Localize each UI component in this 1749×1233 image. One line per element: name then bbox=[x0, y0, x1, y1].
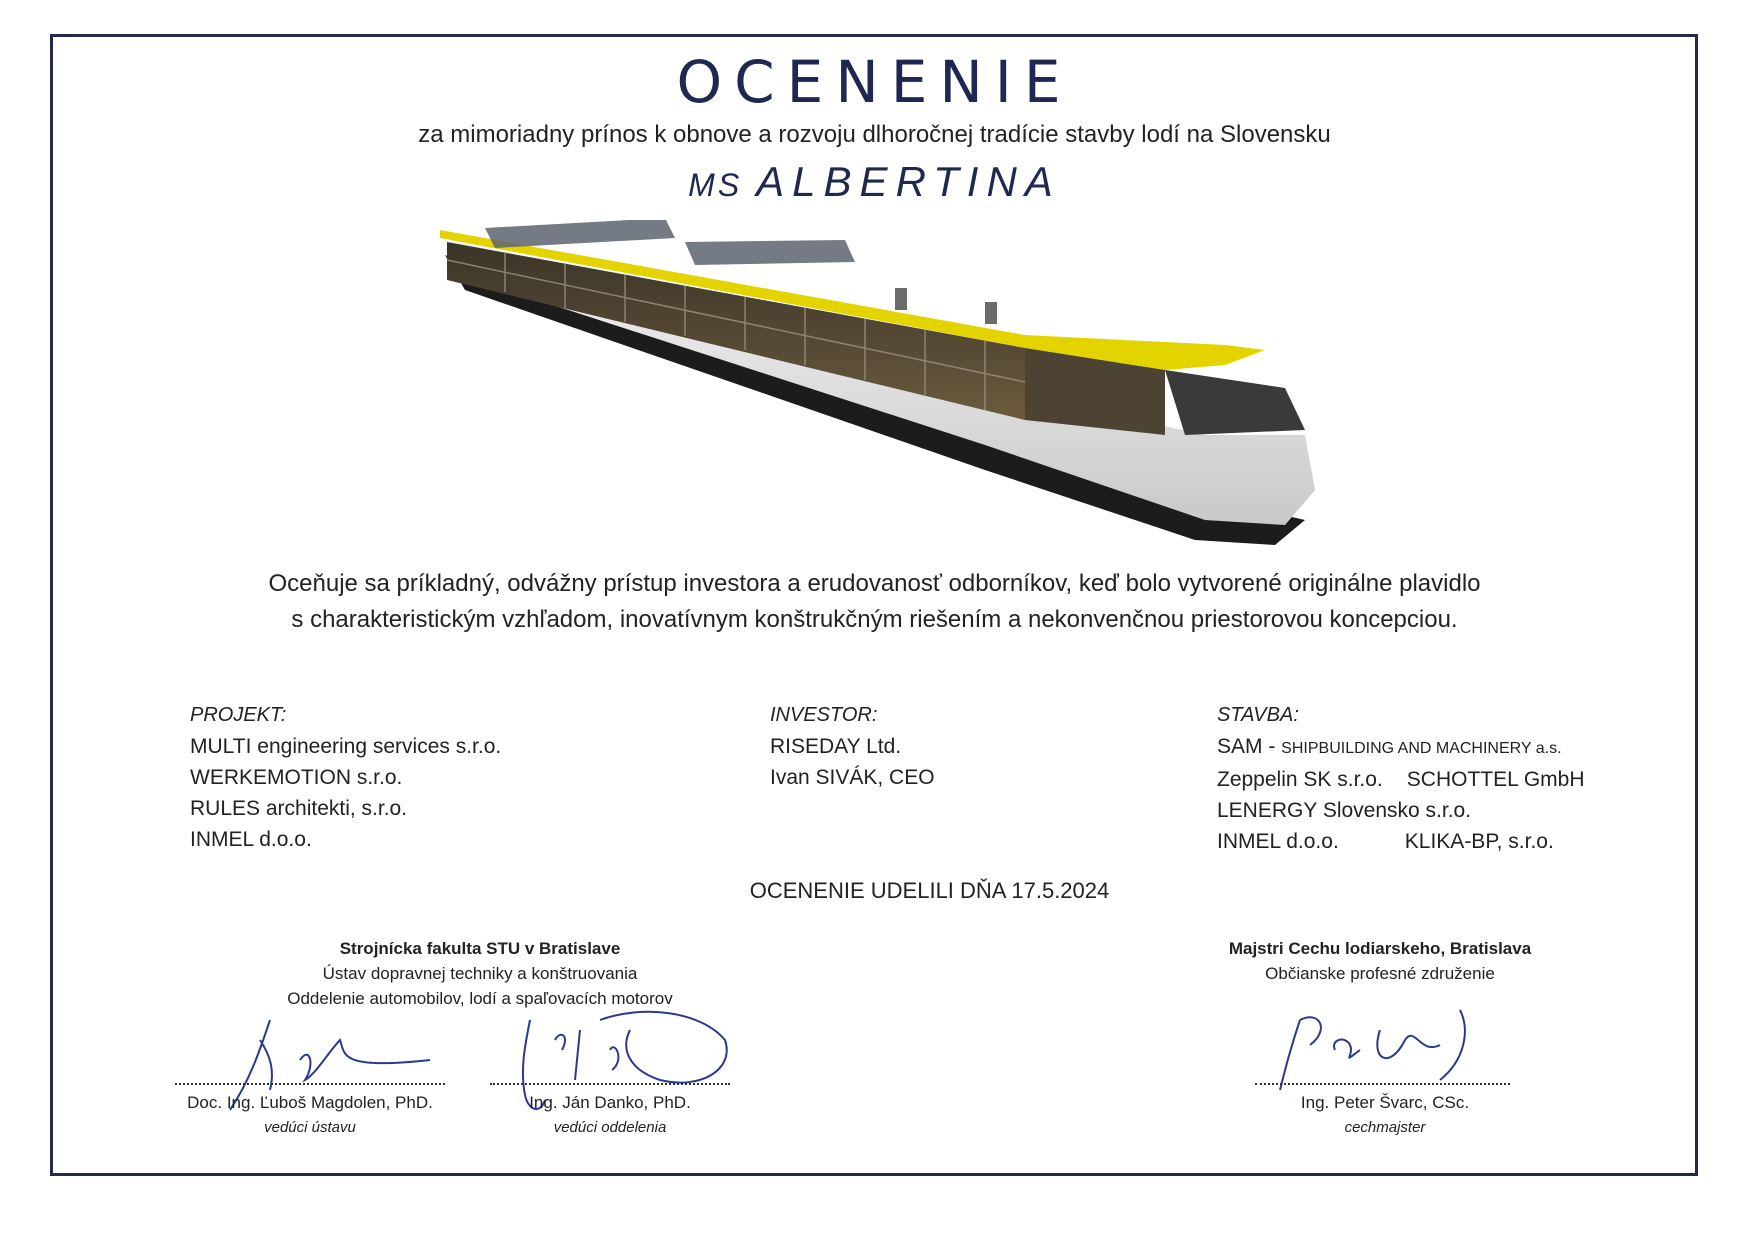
stavba-company: INMEL d.o.o. bbox=[1217, 830, 1339, 853]
description-line-1: Oceňuje sa príkladný, odvážny prístup investora a erudovanosť odborníkov, keď bolo vytvorené originálne plavidlo bbox=[268, 570, 1481, 597]
right-institution-name: Majstri Cechu lodiarskeho, Bratislava bbox=[1228, 939, 1532, 958]
ship-name bbox=[0, 158, 1749, 206]
stavba-line-2 bbox=[1217, 764, 1585, 795]
description-line-2: s charakteristickým vzhľadom, inovatívnym konštrukčným riešením a nekonvenčnou priestorovou koncepciou. bbox=[291, 606, 1458, 633]
signature-line-danko bbox=[490, 1083, 730, 1085]
stavba-line-1 bbox=[1217, 731, 1585, 764]
investor-column bbox=[770, 700, 935, 793]
stavba-line-3: LENERGY Slovensko s.r.o. bbox=[1217, 799, 1472, 822]
ship-illustration bbox=[425, 220, 1335, 565]
left-institution-name: Strojnícka fakulta STU v Bratislave bbox=[339, 939, 621, 958]
projekt-column bbox=[190, 700, 501, 855]
signature-line-svarc bbox=[1255, 1083, 1510, 1085]
left-institution-section: Oddelenie automobilov, lodí a spaľovacích motorov bbox=[287, 989, 673, 1008]
stavba-company: KLIKA-BP, s.r.o. bbox=[1404, 830, 1554, 853]
award-date: OCENENIE UDELILI DŇA 17.5.2024 bbox=[749, 878, 1110, 903]
stavba-line-4 bbox=[1217, 826, 1585, 857]
right-institution bbox=[1150, 936, 1610, 986]
projekt-item: MULTI engineering services s.r.o. bbox=[190, 735, 502, 758]
left-institution-dept: Ústav dopravnej techniky a konštruovania bbox=[322, 964, 638, 983]
signatory-role: vedúci oddelenia bbox=[553, 1119, 667, 1136]
stavba-heading: STAVBA: bbox=[1217, 704, 1299, 726]
certificate-subtitle: za mimoriadny prínos k obnove a rozvoju dlhoročnej tradície stavby lodí na Slovensku bbox=[418, 121, 1331, 148]
investor-heading: INVESTOR: bbox=[770, 704, 878, 726]
award-description bbox=[0, 566, 1749, 638]
signatory-name: Ing. Peter Švarc, CSc. bbox=[1300, 1093, 1470, 1112]
projekt-heading: PROJEKT: bbox=[190, 704, 287, 726]
stavba-company-suffix: SHIPBUILDING AND MACHINERY a.s. bbox=[1281, 740, 1562, 757]
signatory-role: cechmajster bbox=[1344, 1119, 1426, 1136]
stavba-company: SCHOTTEL GmbH bbox=[1406, 768, 1585, 791]
signatory-name: Ing. Ján Danko, PhD. bbox=[529, 1093, 691, 1112]
stavba-company: Zeppelin SK s.r.o. bbox=[1217, 768, 1383, 791]
ship-prefix: MS bbox=[688, 167, 743, 203]
right-institution-type: Občianske profesné združenie bbox=[1265, 964, 1495, 983]
certificate-title: OCENENIE bbox=[676, 48, 1073, 116]
investor-item: RISEDAY Ltd. bbox=[770, 735, 902, 758]
projekt-item: INMEL d.o.o. bbox=[190, 828, 312, 851]
stavba-company: SAM - bbox=[1217, 735, 1282, 758]
investor-item: Ivan SIVÁK, CEO bbox=[770, 766, 935, 789]
stavba-column bbox=[1217, 700, 1585, 857]
ship-name-text: ALBERTINA bbox=[756, 158, 1061, 205]
signatory-role: vedúci ústavu bbox=[264, 1119, 356, 1136]
projekt-item: WERKEMOTION s.r.o. bbox=[190, 766, 403, 789]
signature-line-magdolen bbox=[175, 1083, 445, 1085]
signatory-name: Doc. Ing. Ľuboš Magdolen, PhD. bbox=[187, 1093, 433, 1112]
projekt-item: RULES architekti, s.r.o. bbox=[190, 797, 408, 820]
